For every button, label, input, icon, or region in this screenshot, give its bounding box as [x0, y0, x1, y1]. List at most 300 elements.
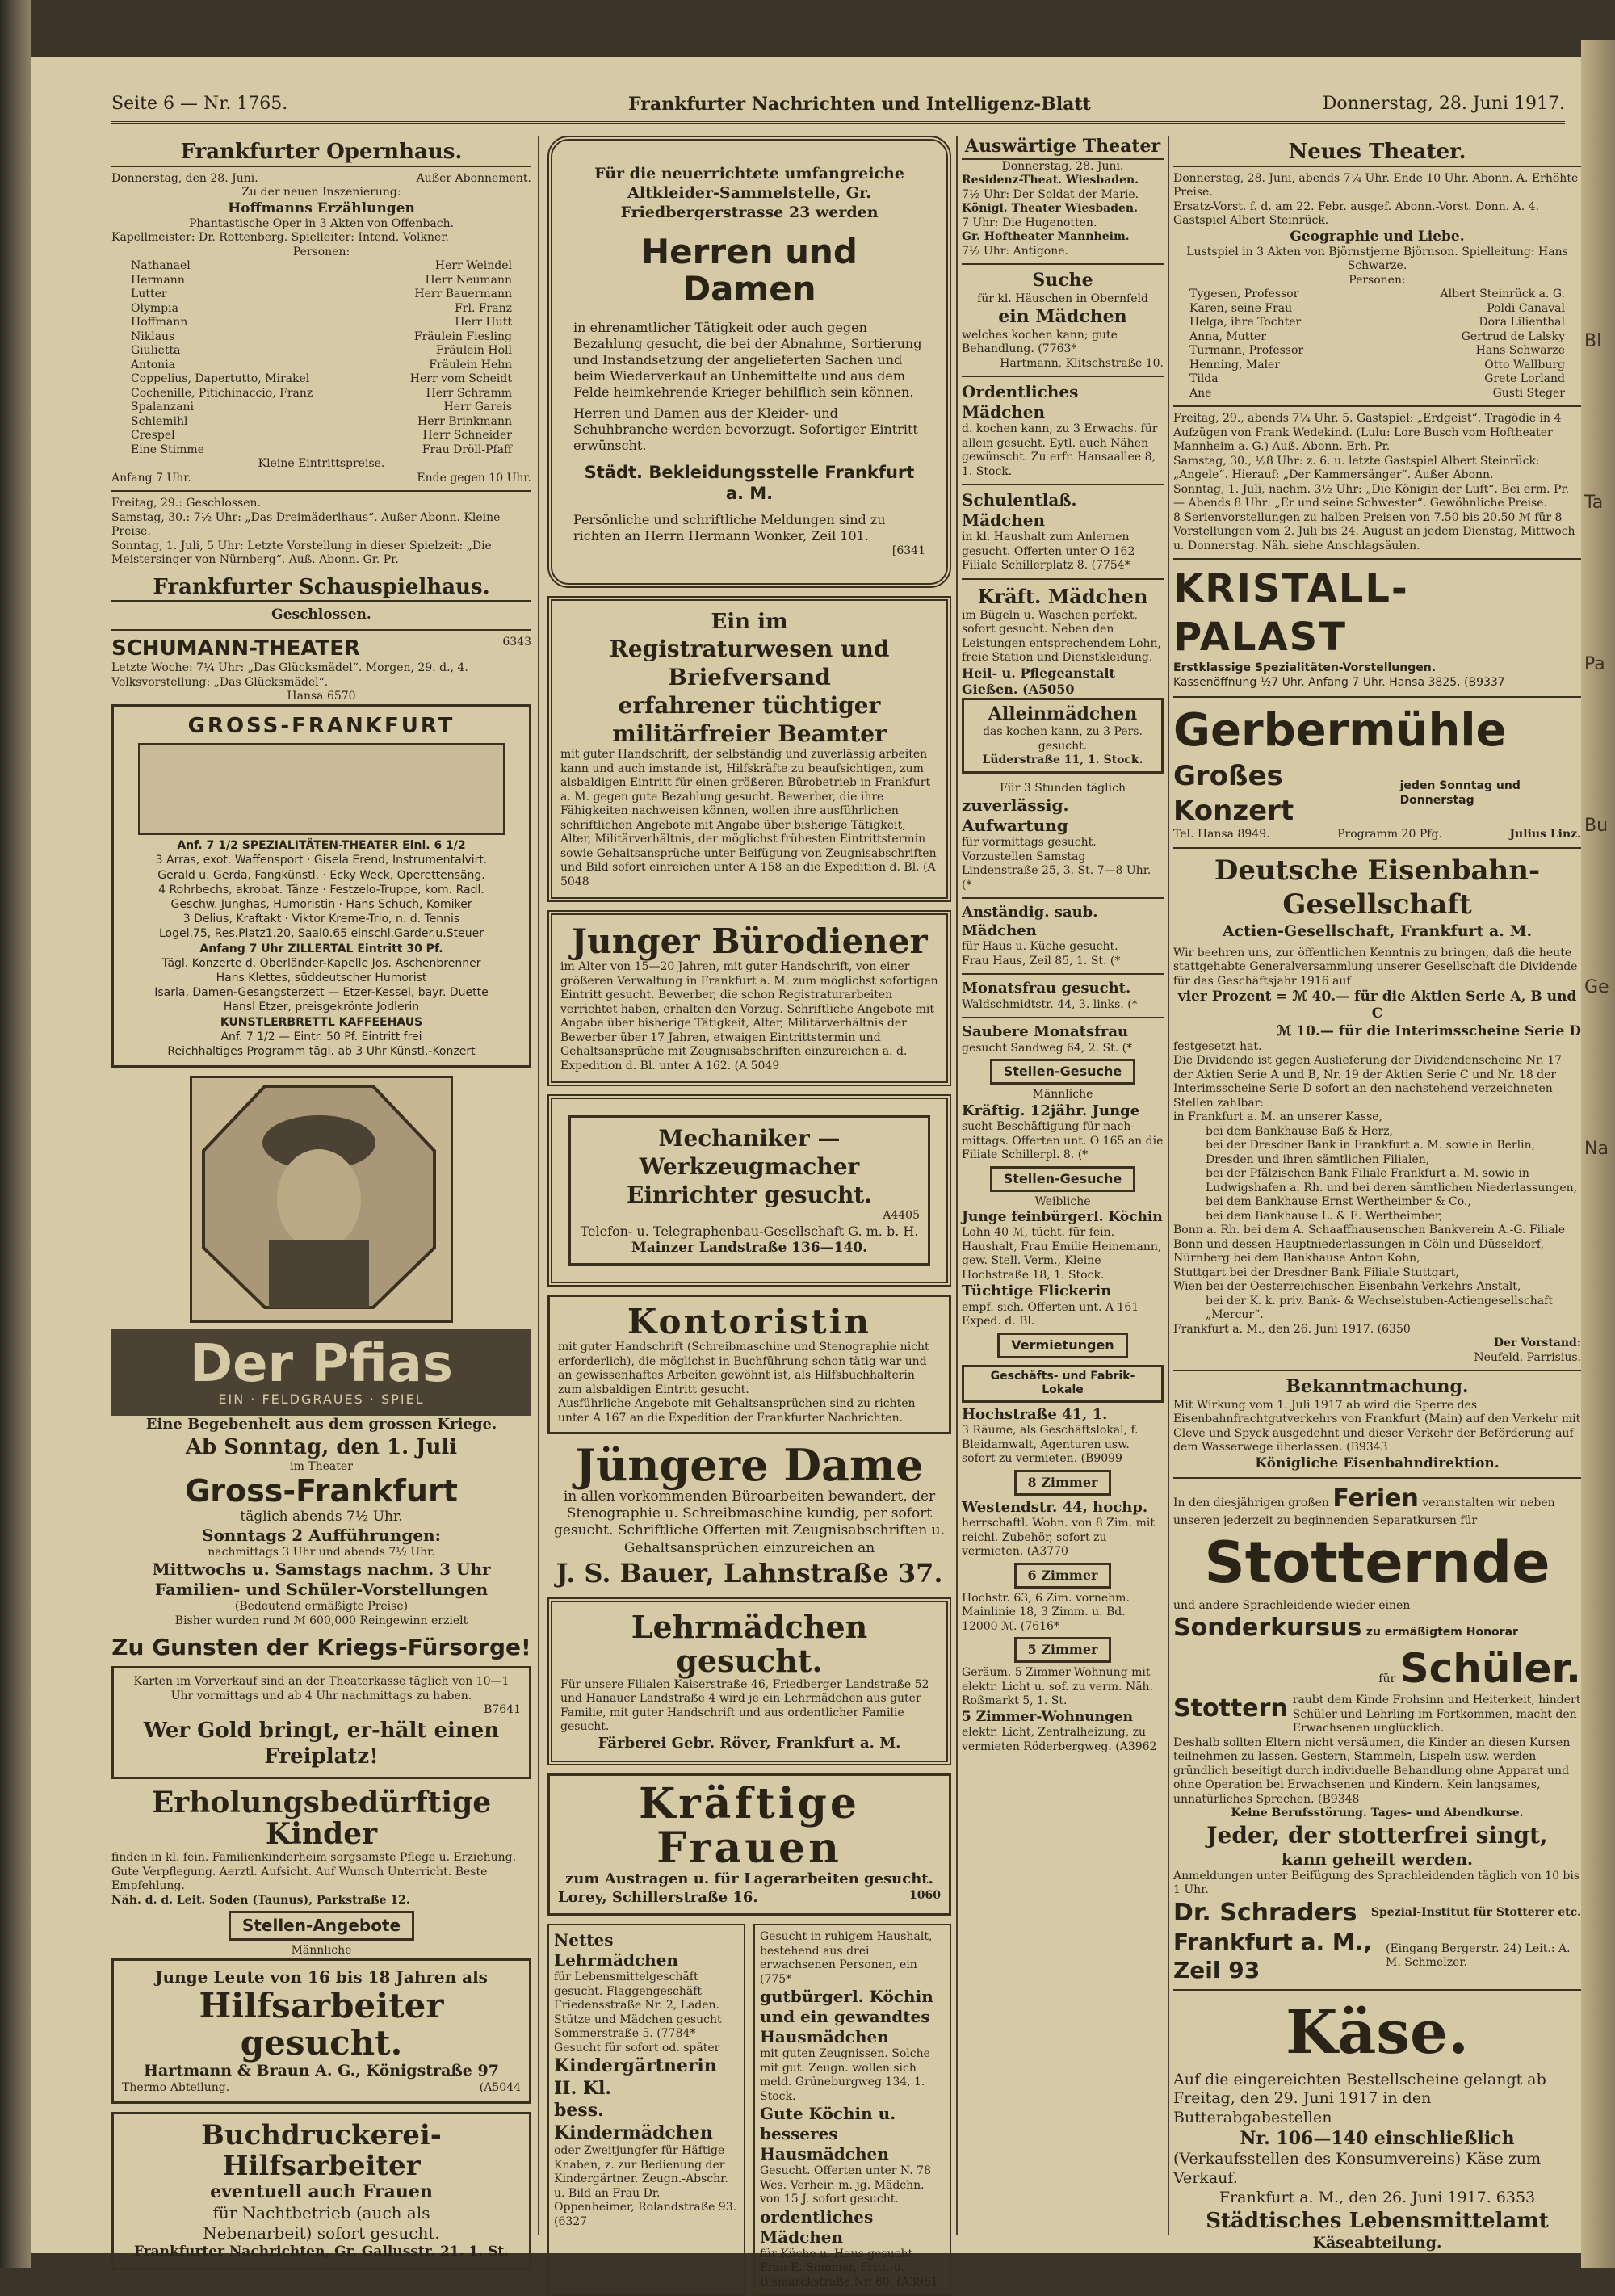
edge-fragment: Ta: [1584, 493, 1604, 513]
neues-next: Freitag, 29., abends 7¼ Uhr. 5. Gastspiel: „Erdgeist“. Tragödie in 4 Aufzügen von Frank Wedekind. (Lulu: Lore Busch vom Hoftheater Mannheim a. G.) Auß. Abonn. Erh. Pr.: [1173, 412, 1562, 454]
stot-line: zu ermäßigtem Honorar: [1365, 1626, 1518, 1639]
sechs-text: Hochstr. 63, 6 Zim. vornehm. Mainlinie 18, 3 Zimm. u. Bd. 12000 ℳ. (7616*: [962, 1591, 1130, 1633]
dame-line: Jüngere Dame: [575, 1439, 924, 1492]
buch-line: für Nachtbetrieb (auch als: [212, 2203, 430, 2223]
gerber-title: Gerbermühle: [1173, 704, 1507, 758]
small-ad-line: gutbürgerl. Köchin und ein gewandtes Hausmädchen: [760, 1987, 933, 2047]
hoch-text: 3 Räume, als Geschäftslokal, f. Bleidamwalt, Agenturen usw. sofort zu vermieten. (B9099: [962, 1424, 1139, 1466]
dias-line: Eine Begebenheit aus dem grossen Kriege.: [145, 1416, 497, 1433]
neues-cast: [1173, 288, 1581, 401]
role: Anna, Mutter: [1189, 329, 1266, 343]
small-ad-line: oder Zweitjungfer für Häftige Knaben, z. zur Bedienung der Kindergärtner. Zeugn.-Abschr. u. Bild an Frau Dr. Oppenheimer, Rolandstraße 93. (6327: [554, 2144, 737, 2228]
role: Olympia: [131, 301, 178, 315]
opera-small: Kleine Eintrittspreise.: [258, 457, 385, 471]
schumann-title: SCHUMANN-THEATER: [111, 636, 361, 661]
neues-line: Ersatz-Vorst. f. d. am 22. Febr. ausgef. Abonn.-Vorst. Donn. A. 4. Gastspiel Albert Steinrück.: [1173, 199, 1539, 227]
ausw-line: 7½ Uhr: Antigone.: [962, 244, 1068, 258]
neues-line: Personen:: [1349, 273, 1406, 287]
karten-box: [111, 1666, 531, 1779]
role: Giulietta: [131, 344, 181, 358]
page-number: Seite 6 — Nr. 1765.: [111, 94, 288, 114]
deb-line: Nürnberg bei dem Bankhause Anton Kohn,: [1173, 1252, 1420, 1266]
fuenf-zimmer-label: 5 Zimmer: [1014, 1637, 1112, 1663]
small-ad-line: mit guten Zeugnissen. Solche mit gut. Zeugn. wollen sich meld. Grüneburgweg 134, 1. Stock.: [760, 2047, 930, 2103]
buch-line: Frankfurter Nachrichten, Gr. Gallusstr. 21. 1. St.: [133, 2244, 510, 2260]
ausw-line: Königl. Theater Wiesbaden.: [962, 202, 1138, 215]
allein-line: Alleinmädchen: [988, 703, 1138, 724]
saub-line: Saubere Monatsfrau: [962, 1023, 1129, 1040]
stot-title: Stotternde: [1204, 1530, 1550, 1596]
ferien-line: In den diesjährigen großen: [1173, 1496, 1329, 1509]
gross-line: Isarla, Damen-Gesangsterzett — Etzer-Kessel, bayr. Duette: [154, 986, 489, 1000]
saub-line: gesucht Sandweg 64, 2. St. (*: [962, 1041, 1133, 1055]
allein-line: Lüderstraße 11, 1. Stock.: [982, 753, 1143, 766]
dias-line: Familien- und Schüler-Vorstellungen: [154, 1580, 489, 1600]
singer: Herr vom Scheidt: [409, 372, 512, 386]
ausw-line: Gr. Hoftheater Mannheim.: [962, 230, 1130, 243]
maennliche-label: Männliche: [1032, 1088, 1093, 1101]
stot-line: Deshalb sollten Eltern nicht versäumen, die Kinder an diesen Kursen teilnehmen zu lassen. Gestern, Stammeln, Lispeln usw. werden gründlich beseitigt durch individuelle Behandlung ohne Apparat und ohne Operation bei Erwachsenen und Kindern. Kein langsames, unnatürliches Sprechen. (B9348: [1173, 1736, 1571, 1806]
small-ad-line: für Küche u. Haus gesucht. Frau E. Sommer, Fritt.-u. Bismarckstraße Nr. 60. (A3961: [760, 2247, 938, 2289]
buero-line: Junger Bürodiener: [571, 921, 928, 962]
column-divider: [1168, 136, 1169, 2235]
small-ads-row: [547, 1924, 951, 2296]
kristall-title: KRISTALL-PALAST: [1173, 566, 1409, 661]
stot-line: raubt dem Kinde Frohsinn und Heiterkeit, hindert Schüler und Lehrling im Fortkommen, macht den Erwachsenen unglücklich.: [1292, 1694, 1581, 1735]
role: Hoffmann: [131, 316, 188, 329]
suche-line: ein Mädchen: [998, 306, 1127, 327]
dias-line: Zu Gunsten der Kriegs-Fürsorge!: [111, 1634, 531, 1661]
lehrmaedchen-ad: [547, 1597, 951, 1765]
suche-line: welches kochen kann; gute Behandlung. (7763*: [962, 328, 1118, 355]
koechin-title: Junge feinbürgerl. Köchin: [962, 1209, 1163, 1225]
beamter-ad: [547, 596, 951, 903]
deb-line: Bonn a. Rh. bei dem A. Schaaffhausenschen Bankverein A.-G. Filiale Bonn und dessen Hauptniederlassungen in Cöln und Düsseldorf,: [1173, 1224, 1566, 1251]
west-text: herrschaftl. Wohn. von 8 Zim. mit reichl. Zubehör, sofort zu vermieten. (A3770: [962, 1517, 1155, 1559]
soldier-portrait-illustration: [190, 1076, 453, 1323]
deb-line: Die Dividende ist gegen Auslieferung der Dividendenscheine Nr. 17 der Aktien Serie A und B, Nr. 19 der Aktien Serie C und Nr. 18 der Interimsscheine Serie D sofort an den nachstehend verzeichneten Stellen zahlbar:: [1173, 1054, 1563, 1110]
column-4: [1173, 136, 1581, 2253]
hoch-title: Hochstraße 41, 1.: [962, 1405, 1108, 1423]
karten-code: B7641: [484, 1703, 521, 1717]
small-ad-line: ordentliches Mädchen: [760, 2206, 874, 2247]
dias-line: Bisher wurden rund ℳ 600,000 Reingewinn erzielt: [174, 1614, 468, 1627]
schauspiel-status: Geschlossen.: [271, 607, 371, 623]
actor: Otto Wallburg: [1484, 358, 1565, 371]
suche-line: Hartmann, Klitschstraße 10.: [1000, 356, 1164, 370]
kaese-notice: [1173, 1996, 1581, 2253]
fuenf-text: Geräum. 5 Zimmer-Wohnung mit elektr. Licht u. sof. zu verm. Näh. Roßmarkt 5, 1. St.: [962, 1666, 1154, 1708]
deb-line: Wien bei der Oesterreichischen Eisenbahn-Verkehrs-Anstalt,: [1173, 1280, 1521, 1294]
role: Nathanael: [131, 259, 191, 273]
opera-piece: Hoffmanns Erzählungen: [228, 199, 415, 216]
singer: Herr Hutt: [455, 316, 512, 329]
opera-title: Frankfurter Opernhaus.: [111, 139, 531, 167]
stot-line: Dr. Schraders: [1173, 1898, 1357, 1927]
eisenbahn-dividend-notice: [1173, 854, 1581, 1366]
role: Crespel: [131, 429, 175, 443]
role: Turmann, Professor: [1189, 344, 1304, 358]
next-page-edge: [1581, 40, 1615, 2268]
suche-line: Suche: [1032, 270, 1093, 291]
beamter-line: mit guter Handschrift, der selbständig und zuverlässig arbeiten kann und auch imstande ist, Hilfskräfte zu beaufsichtigen, zum alsbaldigen Eintritt für einen größeren Bürobetrieb in Frankfurt a. M. gegen gute Bezahlung gesucht. Bewerber, die ihre Fähigkeiten nachweisen können, wollen ihre ausführlichen schriftlichen Angebote mit Angabe über bisherige Tätigkeit, Alter, Militärverhältnis, der möglichst frühesten Eintrittstermin sowie Gehaltsansprüche unter Beifügung von Zeugnisabschriften und Bild sofort einreichen unter A 158 an die Expedition d. Bl. (A 5048: [560, 748, 937, 888]
gross-line: Anf. 7 1/2 — Eintr. 50 Pf. Eintritt frei: [220, 1030, 422, 1043]
altkleider-line: Für die neuerrichtete umfangreiche Altkleider-Sammelstelle, Gr. Friedbergerstrasse 23 werden: [594, 165, 904, 221]
hilfs-line: Thermo-Abteilung.: [122, 2080, 230, 2094]
dias-title: Der Pfias: [190, 1334, 453, 1395]
deb-line: festgesetzt hat.: [1173, 1039, 1262, 1053]
deb-line: vier Prozent = ℳ 40.— für die Aktien Serie A, B und C: [1177, 988, 1577, 1022]
aufw-line: Für 3 Stunden täglich: [1000, 781, 1126, 795]
neues-line: Geographie und Liebe.: [1290, 228, 1465, 245]
page-header: [111, 89, 1565, 124]
kont-line: mit guter Handschrift (Schreibmaschine und Stenographie nicht erforderlich), die möglichst in Buchführung schon tätig war und an gewissenhaftes Arbeiten gewöhnt ist, als Hilfsbuchhalterin zum alsbaldigen Eintritt gesucht.: [558, 1341, 929, 1396]
ausw-line: Residenz-Theat. Wiesbaden.: [962, 174, 1139, 187]
edge-fragment: Pa: [1584, 654, 1605, 674]
edge-fragment: Bu: [1584, 816, 1609, 836]
deb-line: bei der Dresdner Bank in Frankfurt a. M. sowie in Berlin, Dresden und ihren sämtlichen Filialen,: [1206, 1139, 1536, 1166]
stot-line: Anmeldungen unter Beifügung des Sprachleidenden täglich von 10 bis 1 Uhr.: [1173, 1869, 1580, 1896]
small-ad-line: Gute Köchin u. besseres Hausmädchen: [760, 2104, 896, 2164]
west-title: Westendstr. 44, hochp.: [962, 1498, 1148, 1516]
kristall-line: Erstklassige Spezialitäten-Vorstellungen.: [1173, 661, 1437, 675]
mech-line: Mainzer Landstraße 136—140.: [631, 1239, 868, 1256]
stot-line: (Eingang Bergerstr. 24) Leit.: A. M. Schmelzer.: [1386, 1941, 1571, 1969]
koechin-text: Lohn 40 ℳ, tücht. für fein. Haushalt, Frau Emilie Heinemann, gew. Stell.-Verm., Kleine Hochstraße 18, 1. Stock.: [962, 1226, 1162, 1282]
junge-title: Kräftig. 12jähr. Junge: [962, 1102, 1140, 1119]
opera-staff: Kapellmeister: Dr. Rottenberg. Spielleiter: Intend. Volkner.: [111, 231, 449, 245]
role: Tygesen, Professor: [1189, 288, 1299, 301]
opera-new: Zu der neuen Inszenierung:: [241, 186, 401, 199]
stot-line: Sonderkursus: [1173, 1614, 1362, 1642]
altkleider-line: in ehrenamtlicher Tätigkeit oder auch gegen Bezahlung gesucht, die bei der Abnahme, Sortierung und Instandsetzung der angelieferten Sachen und beim Wiederverkauf an Unbemittelte und aus dem Felde heimkehrende Krieger behilflich sein können.: [573, 319, 922, 400]
allein-ad: [962, 698, 1164, 774]
gross-line: Reichhaltiges Programm tägl. ab 3 Uhr Künstl.-Konzert: [167, 1044, 476, 1058]
small-ads-right: [753, 1924, 951, 2296]
ausw-line: 7 Uhr: Die Hugenotten.: [962, 216, 1097, 229]
opera-desc: Phantastische Oper in 3 Akten von Offenbach.: [188, 216, 455, 230]
mech-line: Mechaniker — Werkzeugmacher: [639, 1125, 860, 1181]
acht-zimmer-label: 8 Zimmer: [1014, 1470, 1112, 1496]
erholung-addr: Näh. d. d. Leit. Soden (Taunus), Parkstraße 12.: [111, 1893, 410, 1907]
column-2: [547, 136, 951, 2296]
bek-sign: Königliche Eisenbahndirektion.: [1255, 1454, 1500, 1471]
lehr-line: Für unsere Filialen Kaiserstraße 46, Friedberger Landstraße 52 und Hanauer Landstraße 4 wird je ein Lehrmädchen aus guter Familie, mit guter Handschrift und aus ordentlicher Familie gesucht.: [560, 1677, 929, 1734]
singer: Frau Dröll-Pfaff: [422, 443, 512, 456]
neues-line: Donnerstag, 28. Juni, abends 7¼ Uhr. Ende 10 Uhr. Abonn. A. Erhöhte Preise.: [1173, 171, 1579, 199]
maennliche-label: Männliche: [291, 1944, 352, 1958]
role: Tilda: [1189, 372, 1219, 386]
monat-line: Monatsfrau gesucht.: [962, 980, 1131, 997]
schul-title: Schulentlaß. Mädchen: [962, 490, 1077, 530]
mech-line: Telefon- u. Telegraphenbau-Gesellschaft G. m. b. H.: [580, 1223, 919, 1239]
role: Lutter: [131, 288, 167, 301]
kaese-line: (Verkaufsstellen des Konsumvereins) Käse zum Verkauf.: [1173, 2150, 1542, 2187]
actor: Gusti Steger: [1492, 386, 1565, 400]
stellen-gesuche-label: Stellen-Gesuche: [990, 1166, 1136, 1192]
small-ad-line: Kindergärtnerin II. Kl.: [554, 2055, 717, 2099]
singer: Herr Schramm: [426, 386, 512, 400]
small-ad-line: Gesucht für sofort od. später: [554, 2041, 720, 2055]
ausw-title: Auswärtige Theater: [962, 136, 1164, 160]
beamter-line: erfahrener tüchtiger militärfreier Beamter: [612, 692, 887, 748]
dias-sub: EIN · FELDGRAUES · SPIEL: [218, 1391, 425, 1408]
hilfs-line: Hilfsarbeiter gesucht.: [199, 1985, 444, 2063]
gross-title: GROSS-FRANKFURT: [187, 713, 455, 738]
sechs-zimmer-label: 6 Zimmer: [1014, 1563, 1112, 1589]
neues-title: Neues Theater.: [1173, 139, 1581, 167]
dias-line: nachmittags 3 Uhr und abends 7½ Uhr.: [208, 1545, 435, 1559]
kraeftige-frauen-ad: [547, 1773, 951, 1916]
actor: Hans Schwarze: [1475, 344, 1565, 358]
geschaefts-label: Geschäfts- und Fabrik-Lokale: [962, 1365, 1164, 1403]
kaese-line: Käseabteilung.: [1312, 2234, 1442, 2252]
deb-line: bei dem Bankhause Ernst Wertheimber & Co.,: [1206, 1195, 1471, 1209]
dias-banner: [111, 1329, 531, 1416]
small-ad-line: Gesucht in ruhigem Haushalt, bestehend aus drei erwachsenen Personen, ein (775*: [760, 1930, 933, 1986]
kont-line: Kontoristin: [627, 1302, 872, 1342]
frauen-line: zum Austragen u. für Lagerarbeiten gesucht.: [565, 1870, 933, 1888]
ausw-line: Donnerstag, 28. Juni.: [1001, 159, 1124, 173]
altkleider-line: Persönliche und schriftliche Meldungen sind zu richten an Herrn Hermann Wonker, Zeil 101.: [573, 512, 886, 544]
hilfsarbeiter-ad: [111, 1958, 531, 2105]
opera-listing: [111, 139, 531, 568]
newspaper-title: Frankfurter Nachrichten und Intelligenz-Blatt: [628, 94, 1091, 115]
ferien-line: veranstalten wir neben unseren jederzeit zu beginnenden Separatkursen für: [1173, 1496, 1555, 1527]
kaese-line: Städtisches Lebensmittelamt: [1206, 2208, 1549, 2233]
singer: Herr Bauermann: [414, 288, 512, 301]
gross-frankfurt-ad: [111, 704, 531, 1068]
dias-line: (Bedeutend ermäßigte Preise): [234, 1600, 409, 1614]
buch-line: eventuell auch Frauen: [210, 2181, 433, 2202]
gerber-line: Großes Konzert: [1173, 760, 1294, 827]
gross-line: 3 Delius, Kraftakt · Viktor Kreme-Trio, n. d. Tennis: [182, 913, 460, 926]
kaese-line: Nr. 106—140 einschließlich: [1240, 2127, 1515, 2149]
stot-line: Jeder, der stotterfrei singt,: [1206, 1821, 1548, 1849]
singer: Herr Weindel: [434, 259, 512, 273]
anst-line: für Haus u. Küche gesucht.: [962, 940, 1118, 953]
actor: Grete Lorland: [1484, 372, 1565, 386]
deb-line: bei der Pfälzischen Bank Filiale Frankfurt a. M. sowie in Ludwigshafen a. Rh. und bei deren sämtlichen Niederlassungen,: [1206, 1167, 1578, 1194]
lehr-line: Lehrmädchen gesucht.: [631, 1608, 868, 1679]
stellen-angebote-label: Stellen-Angebote: [229, 1911, 414, 1941]
role: Niklaus: [131, 329, 175, 343]
singer: Frl. Franz: [455, 301, 512, 315]
dias-line: Gross-Frankfurt: [185, 1472, 458, 1509]
suche-line: für kl. Häuschen in Obernfeld: [977, 292, 1148, 305]
issue-date: Donnerstag, 28. Juni 1917.: [1322, 94, 1565, 114]
kristall-line: Kassenöffnung ½7 Uhr. Anfang 7 Uhr. Hansa 3825. (B9337: [1173, 675, 1505, 689]
fuenf-text: 5 Zimmer-Wohnungen: [962, 1708, 1134, 1725]
hansa-number: Hansa 6570: [287, 690, 356, 703]
small-ad-line: bess. Kindermädchen: [554, 2100, 713, 2143]
opera-next: Sonntag, 1. Juli, 5 Uhr: Letzte Vorstellung in dieser Spielzeit: „Die Meistersinger von Nürnberg“. Auß. Abonn. Gr. Pr.: [111, 539, 492, 567]
ausw-line: 7½ Uhr: Der Soldat der Marie.: [962, 187, 1139, 201]
gerber-line: Julius Linz.: [1509, 828, 1581, 842]
lehr-line: Färberei Gebr. Röver, Frankfurt a. M.: [598, 1734, 901, 1752]
opera-cast: [111, 259, 531, 457]
edge-fragment: Bl: [1584, 331, 1602, 351]
gerber-line: Tel. Hansa 8949.: [1173, 828, 1270, 842]
actor: Gertrud de Lalsky: [1461, 329, 1565, 343]
column-3: [962, 136, 1164, 1754]
stot-line: Frankfurt a. M., Zeil 93: [1173, 1929, 1373, 1983]
deb-line: Neufeld. Parrisius.: [1474, 1350, 1581, 1364]
edge-fragment: Ge: [1584, 977, 1609, 997]
dias-line: Sonntags 2 Aufführungen:: [202, 1525, 441, 1545]
aufw-line: für vormittags gesucht. Vorzustellen Samstag Lindenstraße 25, 3. St. 7—8 Uhr. (*: [962, 836, 1151, 892]
gross-line: Hans Klettes, süddeutscher Humorist: [216, 971, 427, 984]
buch-line: Nebenarbeit) sofort gesucht.: [203, 2223, 440, 2244]
frauen-line: Kräftige Frauen: [639, 1779, 860, 1873]
neues-line: Lustspiel in 3 Akten von Björnstjerne Björnson. Spielleitung: Hans Schwarze.: [1186, 245, 1568, 273]
ord-title: Ordentliches Mädchen: [962, 382, 1079, 422]
theater-building-illustration: [138, 743, 505, 835]
gross-line: Anfang 7 Uhr ZILLERTAL Eintritt 30 Pf.: [199, 942, 443, 955]
mech-line: A4405: [883, 1209, 920, 1223]
gross-line: 3 Arras, exot. Waffensport · Gisela Erend, Instrumentalvirt.: [155, 854, 488, 867]
frauen-line: 1060: [909, 1888, 941, 1902]
gerbermuehle-ad: [1173, 703, 1581, 842]
deb-line: in Frankfurt a. M. an unserer Kasse,: [1173, 1110, 1382, 1124]
altkleider-line: Herren und Damen aus der Kleider- und Schuhbranche werden bevorzugt. Sofortiger Eintritt erwünscht.: [573, 405, 918, 453]
deb-line: Der Vorstand:: [1493, 1337, 1581, 1350]
gerber-line: Programm 20 Pfg.: [1337, 828, 1442, 842]
schumann-num: 6343: [502, 635, 531, 649]
stot-line: für: [1378, 1672, 1396, 1685]
stot-line: Keine Berufsstörung. Tages- und Abendkurse.: [1231, 1807, 1524, 1820]
flick-text: empf. sich. Offerten unt. A 161 Exped. d. Bl.: [962, 1300, 1139, 1328]
dame-line: J. S. Bauer, Lahnstraße 37.: [556, 1557, 943, 1589]
gross-line: Logel.75, Res.Platz1.20, Saal0.65 einschl.Garder.u.Steuer: [158, 927, 484, 941]
deb-sub: Actien-Gesellschaft, Frankfurt a. M.: [1222, 921, 1533, 940]
stot-line: und andere Sprachleidende wieder einen: [1173, 1598, 1411, 1612]
gross-line: Geschw. Junghas, Humoristin · Hans Schuch, Komiker: [170, 898, 472, 912]
vermietungen-label: Vermietungen: [997, 1333, 1127, 1358]
anst-line: Frau Haus, Zeil 85, 1. St. (*: [962, 954, 1121, 968]
role: Hermann: [131, 273, 185, 287]
kaese-line: Auf die eingereichten Bestellscheine gelangt ab Freitag, den 29. Juni 1917 in den Butterabgabestellen: [1173, 2070, 1546, 2126]
altkleider-ad: [547, 136, 951, 588]
mech-line: Einrichter gesucht.: [627, 1182, 872, 1209]
karten-text: Karten im Vorverkauf sind an der Theaterkasse täglich von 10—1 Uhr vormittags und ab 4 Uhr nachmittags zu haben.: [133, 1675, 510, 1702]
buchdruckerei-ad: [111, 2112, 531, 2270]
column-1: [111, 136, 531, 2278]
role: Cochenille, Pitichinaccio, Franz: [131, 386, 313, 400]
dias-line: Mittwochs u. Samstags nachm. 3 Uhr: [152, 1559, 491, 1580]
opera-next: Samstag, 30.: 7½ Uhr: „Das Dreimäderlhaus“. Außer Abonn. Kleine Preise.: [111, 510, 501, 539]
deb-line: Wir beehren uns, zur öffentlichen Kenntnis zu bringen, daß die heute stattgehabte Generalversammlung unserer Gesellschaft die Dividende für das Geschäftsjahr 1916 auf: [1173, 946, 1578, 988]
actor: Dora Lilienthal: [1479, 316, 1565, 329]
hilfs-line: (A5044: [479, 2080, 521, 2094]
allein-line: das kochen kann, zu 3 Pers. gesucht.: [983, 725, 1143, 753]
small-ad-line: Nettes Lehrmädchen: [554, 1930, 678, 1971]
singer: Herr Schneider: [422, 429, 512, 443]
der-pfias-ad: [111, 1076, 531, 1661]
column-divider: [956, 136, 958, 2235]
gross-line: KUNSTLERBRETTL KAFFEEHAUS: [220, 1015, 423, 1029]
beamter-line: Registraturwesen und Briefversand: [609, 636, 890, 691]
junge-text: sucht Beschäftigung für nach-mittags. Offerten unt. O 165 an die Filiale Schillerpl. 8. (*: [962, 1120, 1164, 1161]
mechaniker-ad: [547, 1094, 951, 1287]
dias-line: im Theater: [290, 1460, 353, 1474]
altkleider-line: Herren und Damen: [641, 232, 858, 309]
small-ads-left: [547, 1924, 745, 2296]
stellen-gesuche-label: Stellen-Gesuche: [990, 1059, 1136, 1085]
stotternde-ad: [1173, 1484, 1581, 1984]
stot-line: kann geheilt werden.: [1282, 1849, 1473, 1869]
stot-line: Schüler.: [1399, 1644, 1581, 1692]
singer: Fräulein Helm: [429, 358, 512, 371]
gerber-line: jeden Sonntag und Donnerstag: [1399, 779, 1521, 807]
kraeft-title: Kräft. Mädchen: [977, 584, 1148, 608]
kraeft-text: Heil- u. Pflegeanstalt Gießen. (A5050: [962, 665, 1115, 697]
neues-next: Sonntag, 1. Juli, nachm. 3½ Uhr: „Die Königin der Luft“. Bei erm. Pr. — Abends 8 Uhr: „Er und seine Schwester“. Gewöhnliche Preise.: [1173, 482, 1570, 510]
small-ad-line: Gesucht. Offerten unter N. 78 Wes. Verheir. m. jg. Mädchn. von 15 J. sofort gesucht.: [760, 2164, 931, 2206]
buch-line: Buchdruckerei-Hilfsarbeiter: [201, 2119, 442, 2182]
singer: Fräulein Holl: [435, 344, 512, 358]
role: Ane: [1189, 386, 1212, 400]
ferien-line: Ferien: [1332, 1484, 1419, 1513]
deb-line: bei dem Bankhause L. & E. Wertheimber,: [1206, 1209, 1443, 1223]
buero-line: im Alter von 15—20 Jahren, mit guter Handschrift, von einer größeren Verwaltung in Frankfurt a. M. zum möglichst sofortigen Eintritt gesucht. Bewerber, die schon Registraturarbeiten verrichtet haben, erhalten den Vorzug. Schriftliche Angebote mit Angabe über bisherige Tätigkeit, Alter, Militärverhältnis der Bewerber über 17 Jahren, etwaigen Eintrittstermin und Gehaltsansprüche mit Zeugnisabschriften einzureichen a. d. Expedition d. Bl. unter A 162. (A 5049: [560, 960, 938, 1072]
column-divider: [538, 136, 539, 2235]
edge-fragment: Na: [1584, 1139, 1609, 1159]
fuenf-text: elektr. Licht, Zentralheizung, zu vermieten Röderbergweg. (A3962: [962, 1726, 1157, 1753]
frauen-line: Lorey, Schillerstraße 16.: [558, 1888, 758, 1906]
singer: Herr Gareis: [443, 401, 512, 414]
ord-text: d. kochen kann, zu 3 Erwachs. für allein gesucht. Eytl. auch Nähen gewünscht. Zu erfr. Hansaallee 8, 1. Stock.: [962, 422, 1158, 478]
stot-line: Spezial-Institut für Stotterer etc.: [1370, 1905, 1581, 1919]
neues-next: Samstag, 30., ½8 Uhr: z. 6. u. letzte Gastspiel Albert Steinrück: „Angele“. Hierauf: „Der Kammersänger“. Außer Abonn.: [1173, 454, 1540, 482]
anst-line: Anständig. saub. Mädchen: [962, 904, 1098, 939]
opera-date: Donnerstag, den 28. Juni.: [111, 171, 258, 185]
opera-abo: Außer Abonnement.: [416, 171, 531, 185]
bek-text: Mit Wirkung vom 1. Juli 1917 ab wird die Sperre des Eisenbahnfrachtgutverkehrs von Frankfurt (Main) auf den Verkehr mit Cleve und Spyck ausgedehnt und dieser Verkehr der Beförderung auf dem Wasserwege überlassen. (B9343: [1173, 1398, 1581, 1454]
newspaper-page: [31, 57, 1581, 2289]
kraeft-text: im Bügeln u. Waschen perfekt, sofort gesucht. Neben den Leistungen entsprechendem Lohn, freie Station und Dienstkleidung.: [962, 608, 1162, 664]
dias-line: Ab Sonntag, den 1. Juli: [185, 1434, 458, 1459]
deb-line: Stuttgart bei der Dresdner Bank Filiale Stuttgart,: [1173, 1266, 1459, 1279]
schumann-line: Letzte Woche: 7¼ Uhr: „Das Glücksmädel“. Morgen, 29. d., 4. Volksvorstellung: „Das Glücksmädel“.: [111, 661, 468, 689]
role: Helga, ihre Tochter: [1189, 316, 1302, 329]
altkleider-line: [6341: [891, 544, 925, 558]
kontoristin-ad: [547, 1295, 951, 1434]
role: Coppelius, Dapertutto, Mirakel: [131, 372, 310, 386]
neues-next: 8 Serienvorstellungen zu halben Preisen von 7.50 bis 20.50 ℳ für 8 Vorstellungen vom 2. Juli bis 24. August an jedem Dienstag, Mittwoch u. Donnerstag. Näh. siehe Anschlagsäulen.: [1173, 510, 1575, 552]
stot-line: Stottern: [1173, 1694, 1288, 1723]
actor: Poldi Canaval: [1487, 301, 1565, 315]
bek-title: Bekanntmachung.: [1286, 1376, 1469, 1398]
singer: Herr Neumann: [425, 273, 512, 287]
singer: Fräulein Fiesling: [413, 329, 512, 343]
role: Henning, Maler: [1189, 358, 1281, 371]
small-ad-line: Stütze und Mädchen gesucht Sommerstraße 5. (7784*: [554, 2013, 722, 2041]
actor: Albert Steinrück a. G.: [1440, 288, 1565, 301]
kaese-line: Frankfurt a. M., den 26. Juni 1917. 6353: [1219, 2188, 1536, 2206]
gross-line: 4 Rohrbechs, akrobat. Tänze · Festzelo-Truppe, kom. Radl.: [158, 883, 484, 896]
role: Eine Stimme: [131, 443, 204, 456]
role: Schlemihl: [131, 414, 188, 428]
aufw-line: zuverlässig. Aufwartung: [962, 795, 1069, 835]
deb-line: bei der K. k. priv. Bank- & Wechselstuben-Actiengesellschaft „Mercur“.: [1206, 1294, 1553, 1322]
kristall-palast-ad: [1173, 565, 1581, 690]
opera-start: Anfang 7 Uhr.: [111, 471, 191, 485]
dias-line: täglich abends 7½ Uhr.: [240, 1508, 403, 1525]
gross-line: Gerald u. Gerda, Fangkünstl. · Ecky Weck, Operettensäng.: [157, 868, 485, 882]
hilfs-line: Hartmann & Braun A. G., Königstraße 97: [144, 2061, 499, 2080]
singer: Herr Brinkmann: [417, 414, 512, 428]
